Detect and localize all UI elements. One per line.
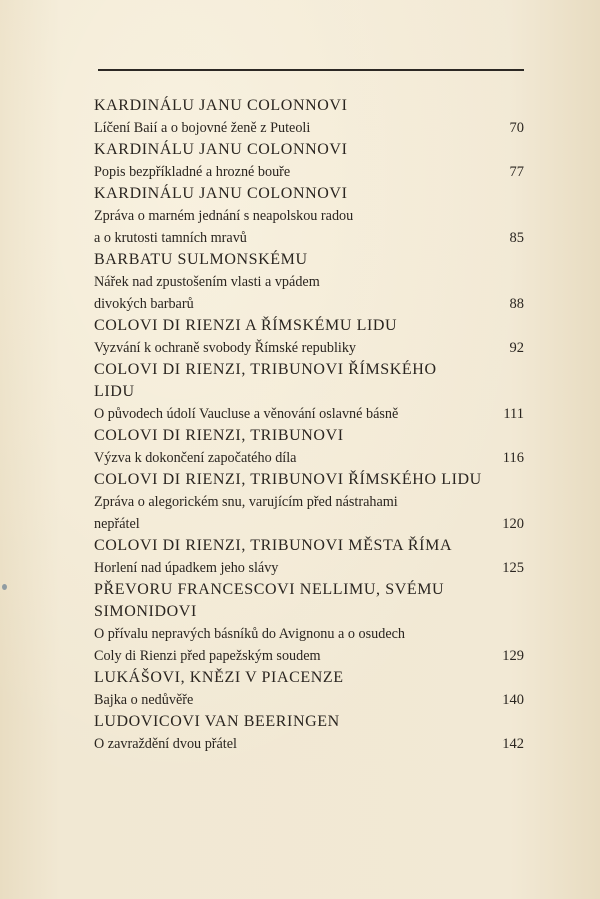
toc-entry-description: Zpráva o marném jednání s neapolskou radou <box>94 208 354 224</box>
toc-entry-description: Výzva k dokončení započatého díla <box>94 450 297 466</box>
toc-entry <box>94 711 524 755</box>
toc-entry-line <box>94 733 524 755</box>
toc-entry-description: Popis bezpříkladné a hrozné bouře <box>94 164 291 180</box>
toc-entry <box>94 139 524 183</box>
toc-entry-description: Líčení Baií a o bojovné ženě z Puteoli <box>94 120 311 136</box>
toc-entry <box>94 183 524 249</box>
toc-page-number: 111 <box>503 406 524 422</box>
toc-entry-line <box>94 403 524 425</box>
toc-entry-heading: COLOVI DI RIENZI, TRIBUNOVI ŘÍMSKÉHO LIDU <box>94 471 482 488</box>
toc-entry-heading: PŘEVORU FRANCESCOVI NELLIMU, SVÉMU <box>94 581 445 598</box>
toc-entry-line <box>94 623 524 645</box>
top-rule <box>98 69 524 71</box>
toc-entry-heading: COLOVI DI RIENZI, TRIBUNOVI <box>94 427 344 444</box>
toc-entry-description: O přívalu nepravých básníků do Avignonu a o osudech <box>94 626 406 642</box>
toc-entry-heading: BARBATU SULMONSKÉMU <box>94 251 308 268</box>
toc-entry-line <box>94 117 524 139</box>
toc-entry <box>94 425 524 469</box>
toc-entry-heading: COLOVI DI RIENZI, TRIBUNOVI MĚSTA ŘÍMA <box>94 537 453 554</box>
toc-entry-heading: KARDINÁLU JANU COLONNOVI <box>94 97 348 114</box>
toc-entry-heading: LIDU <box>94 383 135 400</box>
toc-page-number: 129 <box>502 648 524 664</box>
toc-page-number: 120 <box>502 516 524 532</box>
toc-page-number: 77 <box>509 164 524 180</box>
toc-entry-heading: LUKÁŠOVI, KNĚZI V PIACENZE <box>94 669 344 686</box>
toc-entry-description: O zavraždění dvou přátel <box>94 736 237 752</box>
toc-entry <box>94 579 524 667</box>
toc-page-number: 116 <box>502 450 524 466</box>
toc-entry <box>94 667 524 711</box>
toc-entry-description: Horlení nad úpadkem jeho slávy <box>94 560 279 576</box>
toc-entry <box>94 249 524 315</box>
toc-entry-description: Nářek nad zpustošením vlasti a vpádem <box>94 274 320 290</box>
toc-entry-description: a o krutosti tamních mravů <box>94 230 247 246</box>
toc-entry-line <box>94 513 524 535</box>
toc-entry-description: Vyzvání k ochraně svobody Římské republiky <box>94 340 357 356</box>
toc-entry <box>94 469 524 535</box>
toc-entry-heading: COLOVI DI RIENZI, TRIBUNOVI ŘÍMSKÉHO <box>94 361 437 378</box>
toc-page-number: 140 <box>502 692 524 708</box>
toc-entry-heading: KARDINÁLU JANU COLONNOVI <box>94 141 348 158</box>
paper-speck <box>2 584 7 590</box>
toc-entry-heading: COLOVI DI RIENZI A ŘÍMSKÉMU LIDU <box>94 317 398 334</box>
toc-page-number: 88 <box>509 296 524 312</box>
toc-entry-heading: SIMONIDOVI <box>94 603 197 620</box>
toc-entry-description: nepřátel <box>94 516 140 532</box>
toc-entry-line <box>94 205 524 227</box>
toc-entry-description: O původech údolí Vaucluse a věnování oslavné básně <box>94 406 399 422</box>
toc-entry-line <box>94 557 524 579</box>
toc-entry-line <box>94 337 524 359</box>
toc-entry <box>94 359 524 425</box>
toc-page-number: 85 <box>509 230 524 246</box>
toc-entry-line <box>94 293 524 315</box>
toc-entry-line <box>94 161 524 183</box>
toc-entry-description: divokých barbarů <box>94 296 194 312</box>
toc-entry-line <box>94 645 524 667</box>
toc-entry-heading: LUDOVICOVI VAN BEERINGEN <box>94 713 340 730</box>
table-of-contents <box>94 95 524 755</box>
toc-page-number: 142 <box>502 736 524 752</box>
toc-entry-description: Bajka o nedůvěře <box>94 692 194 708</box>
toc-entry-line <box>94 491 524 513</box>
toc-page-number: 92 <box>509 340 524 356</box>
toc-entry <box>94 95 524 139</box>
toc-entry-heading: KARDINÁLU JANU COLONNOVI <box>94 185 348 202</box>
toc-entry-description: Zpráva o alegorickém snu, varujícím před nástrahami <box>94 494 398 510</box>
toc-entry-line <box>94 689 524 711</box>
toc-page-number: 70 <box>509 120 524 136</box>
toc-entry-line <box>94 227 524 249</box>
toc-entry-line <box>94 271 524 293</box>
toc-entry <box>94 315 524 359</box>
toc-entry-line <box>94 447 524 469</box>
toc-entry <box>94 535 524 579</box>
toc-entry-description: Coly di Rienzi před papežským soudem <box>94 648 321 664</box>
toc-page-number: 125 <box>502 560 524 576</box>
